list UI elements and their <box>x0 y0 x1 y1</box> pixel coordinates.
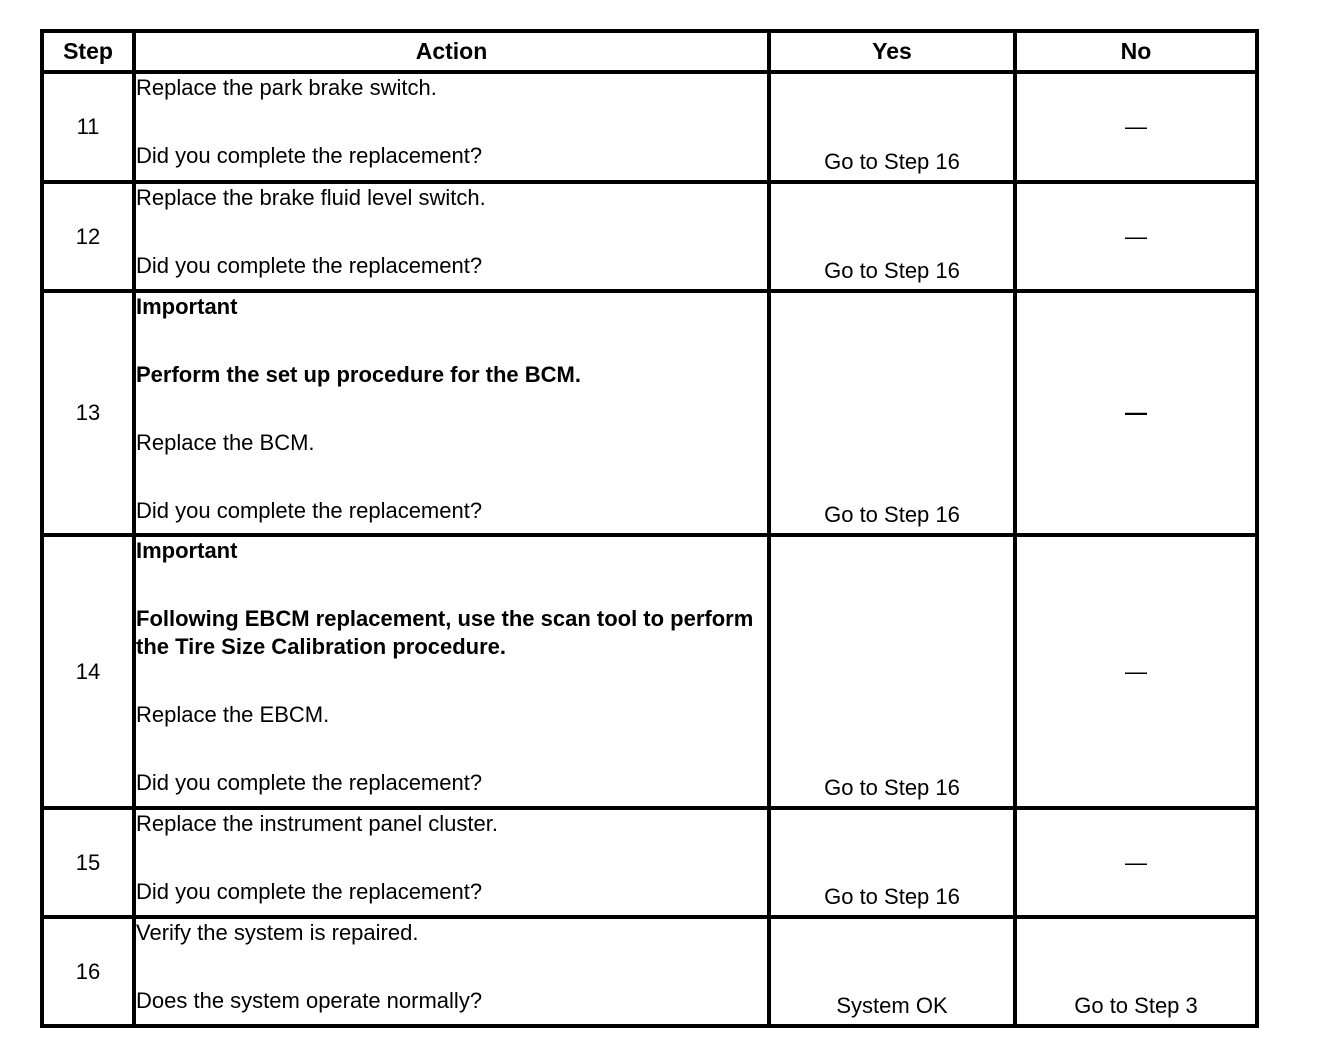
yes-cell <box>769 917 1015 1026</box>
action-cell <box>134 182 769 291</box>
table-row <box>42 917 1257 1026</box>
action-question: Did you complete the replacement? <box>136 770 483 795</box>
action-cell <box>134 917 769 1026</box>
yes-cell <box>769 182 1015 291</box>
step-number: 11 <box>42 72 134 182</box>
step-number: 16 <box>42 917 134 1026</box>
yes-result: Go to Step 16 <box>824 258 960 283</box>
yes-result: Go to Step 16 <box>824 502 960 527</box>
header-yes: Yes <box>769 31 1015 72</box>
table-row <box>42 535 1257 808</box>
header-action: Action <box>134 31 769 72</box>
action-instruction: Replace the BCM. <box>136 430 315 455</box>
action-question: Does the system operate normally? <box>136 988 483 1013</box>
header-no: No <box>1015 31 1257 72</box>
yes-cell <box>769 291 1015 535</box>
step-number: 12 <box>42 182 134 291</box>
action-question: Did you complete the replacement? <box>136 253 483 278</box>
action-question: Did you complete the replacement? <box>136 498 483 523</box>
action-question: Did you complete the replacement? <box>136 879 483 904</box>
important-text: Perform the set up procedure for the BCM. <box>136 362 581 387</box>
table-row <box>42 182 1257 291</box>
table-row <box>42 72 1257 182</box>
no-result: — <box>1125 849 1147 875</box>
action-cell <box>134 72 769 182</box>
yes-result: Go to Step 16 <box>824 884 960 909</box>
action-instruction: Replace the EBCM. <box>136 702 330 727</box>
action-instruction: Replace the brake fluid level switch. <box>136 185 486 210</box>
step-number: 15 <box>42 808 134 917</box>
action-instruction: Replace the instrument panel cluster. <box>136 811 498 836</box>
yes-result: Go to Step 16 <box>824 775 960 800</box>
action-cell <box>134 291 769 535</box>
no-result: — <box>1125 223 1147 249</box>
action-instruction: Replace the park brake switch. <box>136 75 437 100</box>
action-cell <box>134 535 769 808</box>
no-result: Go to Step 3 <box>1074 993 1198 1018</box>
diagnostic-steps-table <box>40 29 1259 1028</box>
no-cell <box>1015 808 1257 917</box>
no-cell <box>1015 535 1257 808</box>
table-header-row <box>42 31 1257 72</box>
no-cell <box>1015 291 1257 535</box>
no-result: — <box>1125 400 1147 425</box>
important-label: Important <box>136 538 238 563</box>
table-row <box>42 808 1257 917</box>
table-row <box>42 291 1257 535</box>
no-cell <box>1015 72 1257 182</box>
no-result: — <box>1125 658 1147 684</box>
action-question: Did you complete the replacement? <box>136 143 483 168</box>
important-label: Important <box>136 294 238 319</box>
yes-cell <box>769 72 1015 182</box>
no-cell <box>1015 917 1257 1026</box>
no-cell <box>1015 182 1257 291</box>
important-text: Following EBCM replacement, use the scan tool to perform the Tire Size Calibration procedure. <box>136 606 754 659</box>
step-number: 13 <box>42 291 134 535</box>
yes-result: Go to Step 16 <box>824 149 960 174</box>
action-cell <box>134 808 769 917</box>
step-number: 14 <box>42 535 134 808</box>
header-step: Step <box>42 31 134 72</box>
yes-cell <box>769 535 1015 808</box>
yes-cell <box>769 808 1015 917</box>
action-instruction: Verify the system is repaired. <box>136 920 419 945</box>
no-result: — <box>1125 114 1147 139</box>
yes-result: System OK <box>836 993 948 1018</box>
